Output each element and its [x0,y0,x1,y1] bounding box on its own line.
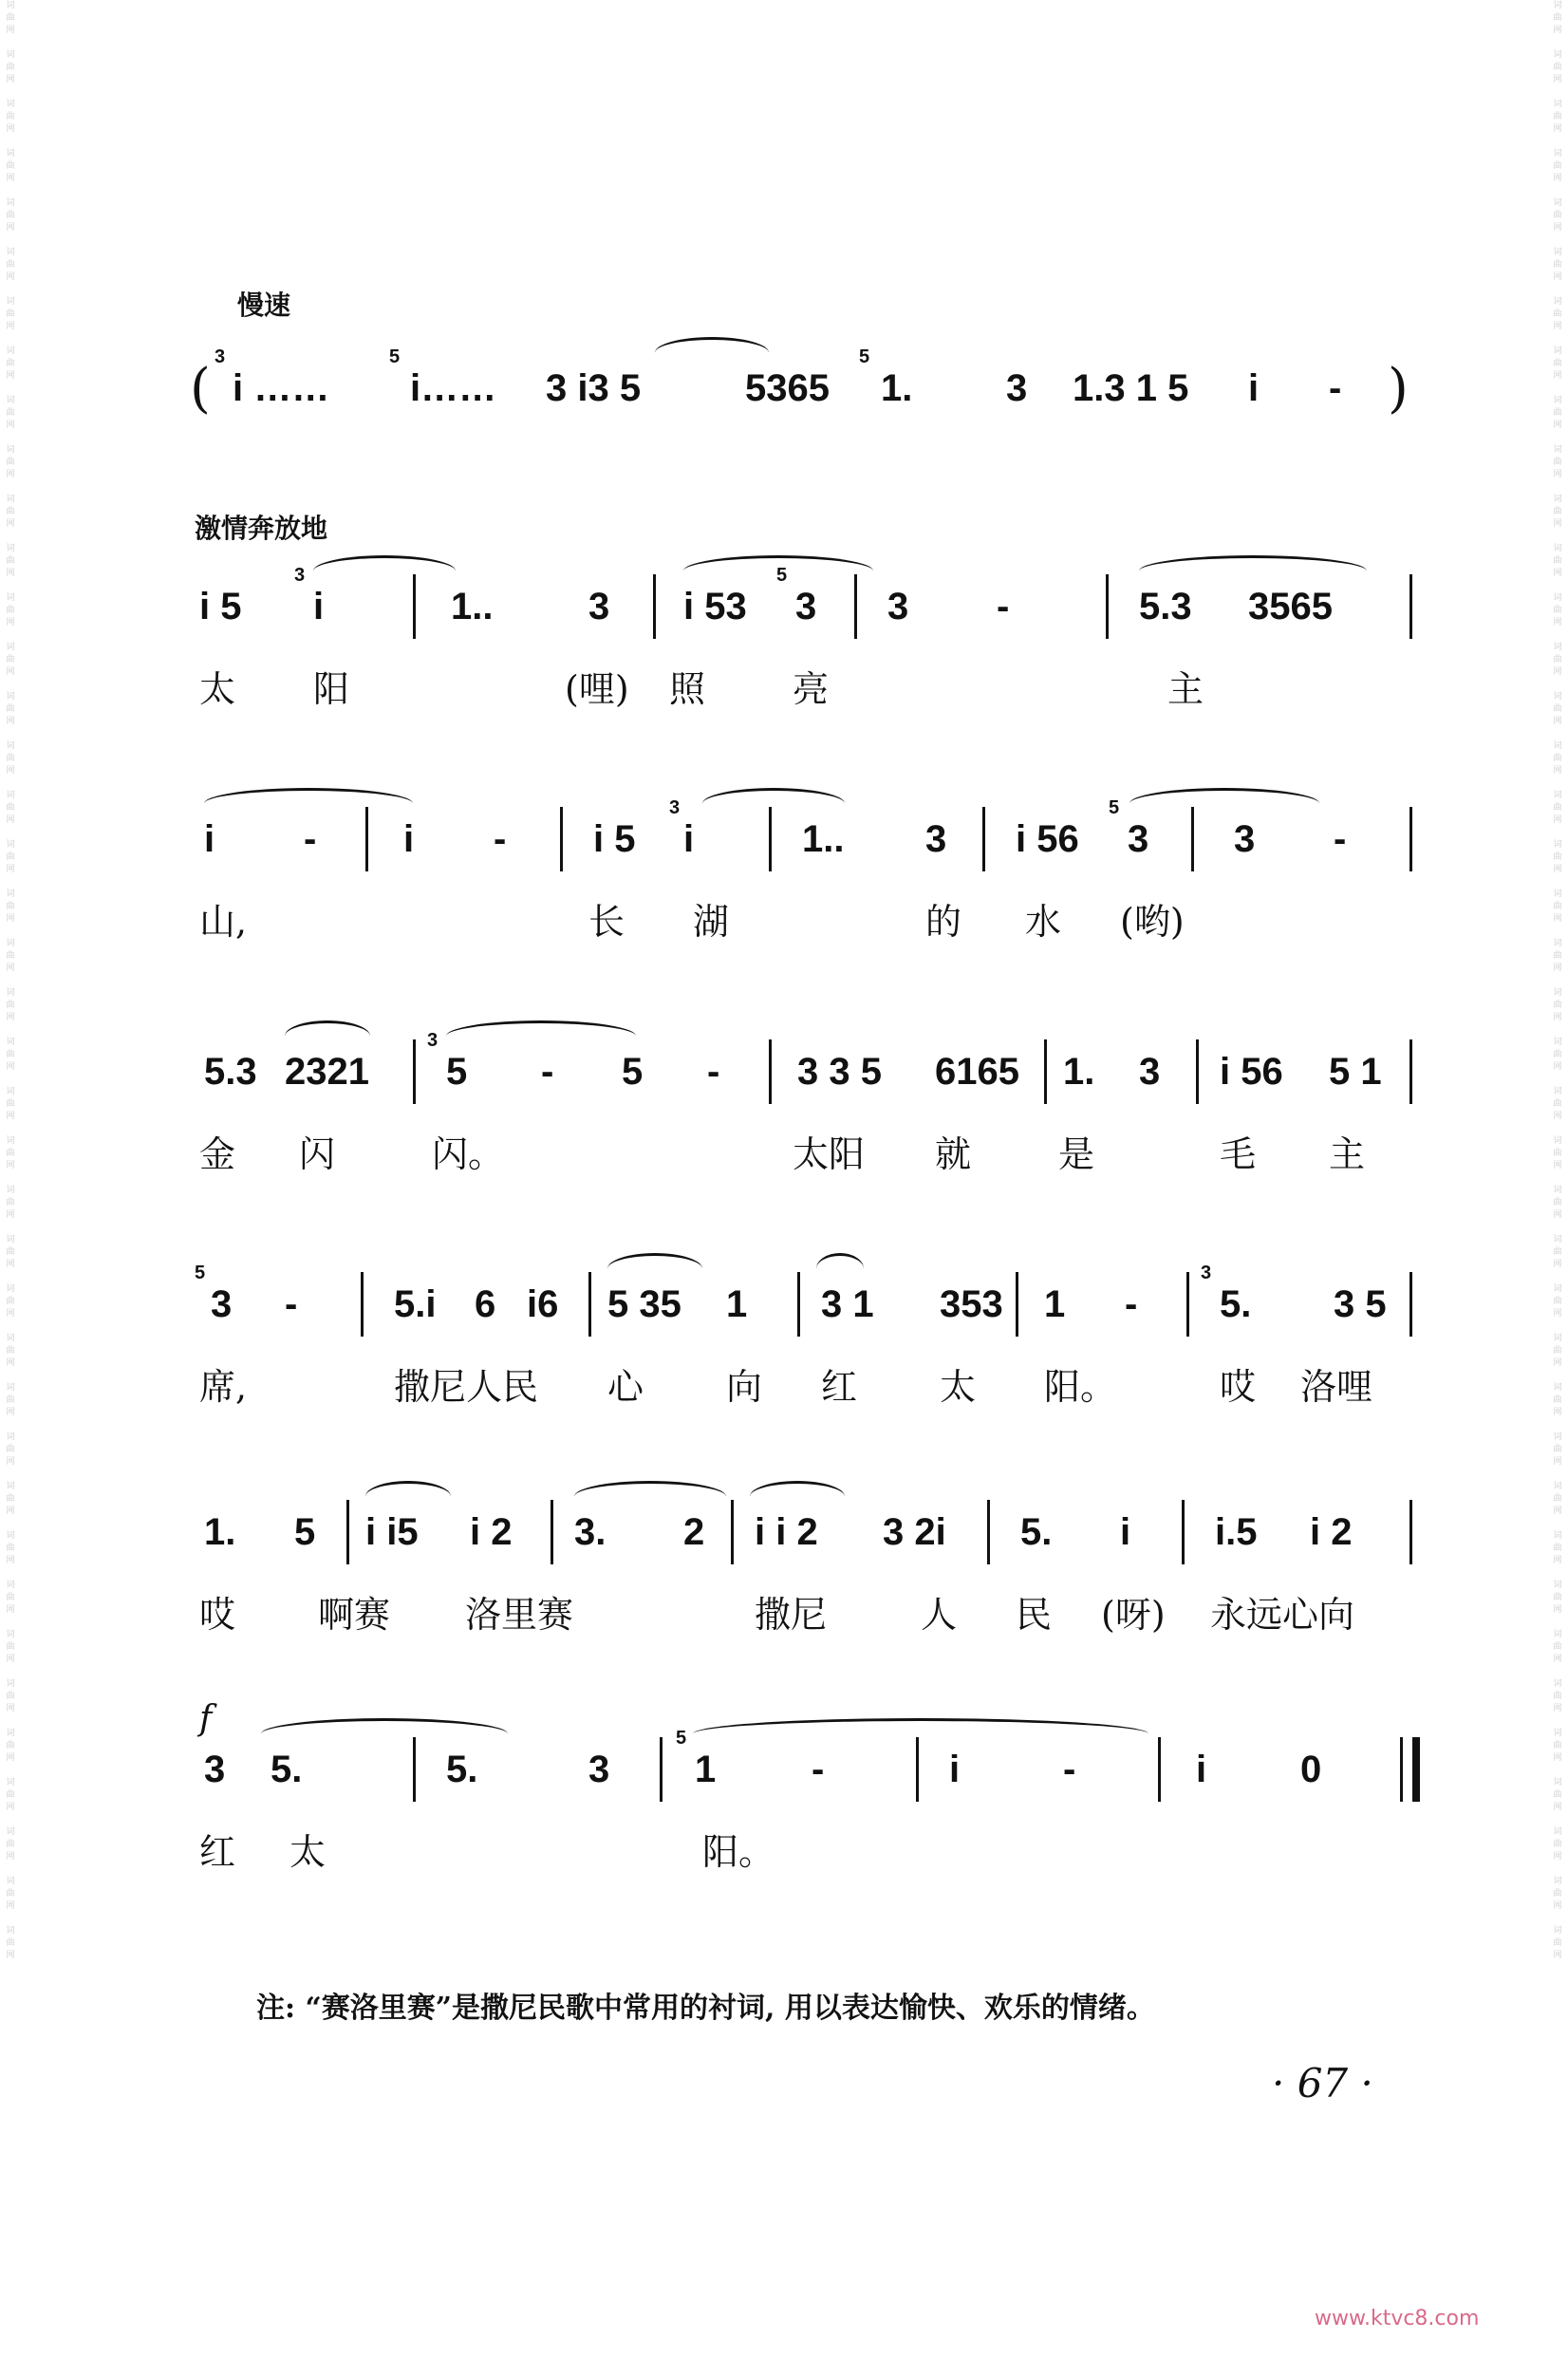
grace-note: 5 [195,1263,206,1283]
notes-row [190,1709,1433,1823]
note: i [1196,1749,1207,1790]
note: 2321 [285,1051,369,1093]
lyric: 啊赛 [318,1594,391,1636]
lyric: 太 [940,1366,977,1408]
open-paren: ( [190,358,211,420]
note: i [403,818,415,860]
grace-note: 5 [859,346,870,367]
barline [1186,1272,1189,1337]
barline [1158,1737,1161,1802]
note: 3 [1006,367,1028,409]
note: 1.. [451,586,494,627]
barline [588,1272,591,1337]
note: 5. [1220,1283,1252,1325]
notes-row [190,1011,1433,1125]
barline [854,574,857,639]
lyric: 太阳 [793,1133,866,1175]
lyric: 民 [1016,1594,1053,1636]
lyric: 洛哩 [1300,1366,1373,1408]
note: 3 [588,586,610,627]
note: - [1063,1749,1076,1790]
lyric: (哟) [1120,901,1185,943]
note: 2 [683,1511,705,1553]
barline [413,574,416,639]
barline [769,807,772,871]
lyric: 闪 [299,1133,336,1175]
note: i 53 [683,586,747,627]
barline [982,807,985,871]
note: 1 [695,1749,717,1790]
lyric: 永远心向 [1210,1594,1355,1636]
note: - [812,1749,825,1790]
note: - [1329,367,1342,409]
note: - [997,586,1010,627]
slur [750,1481,845,1512]
grace-note: 5 [389,346,401,367]
barline [1409,1500,1412,1564]
note: 5. [271,1749,303,1790]
lyric: 阳。 [702,1831,775,1873]
note: 3 5 [1334,1283,1387,1325]
grace-note: 5 [776,565,788,586]
note: - [285,1283,298,1325]
lyric: 是 [1058,1133,1095,1175]
slur [655,337,769,368]
final-barline [1400,1737,1420,1802]
barline [365,807,368,871]
note: 3 2i [883,1511,946,1553]
lyric: 向 [726,1366,763,1408]
note: 1.3 1 5 [1073,367,1189,409]
note: 6165 [935,1051,1019,1093]
note: i 56 [1220,1051,1283,1093]
note: 6 [475,1283,496,1325]
barline [916,1737,919,1802]
notes-row [190,328,1433,441]
website-watermark: www.ktvc8.com [1315,2307,1480,2330]
note: - [541,1051,554,1093]
note: i…… [410,367,497,409]
lyric: 主 [1329,1133,1366,1175]
barline [346,1500,349,1564]
note: i [313,586,325,627]
note: i i5 [365,1511,419,1553]
edge-watermark-right: 词 曲 网 词 曲 网 词 曲 网 词 曲 网 词 曲 网 词 曲 网 词 曲 网 词 曲 网 词 曲 网 词 曲 网 词 曲 网 词 曲 网 词 曲 网 词 曲 网 词 曲 网 词 曲 网 词 曲 网 词 曲 网 词 曲 网 词 曲 网 词 曲 网 词 曲 网 词 曲 网 词 曲 网 词 曲 网 词 曲 网 词 曲 网 词 曲 网 词 曲 网 词 曲 网 词 曲 网 词 曲 网 词 曲 网 词 曲 网 词 曲 网 词 曲 网 词 曲 网 词 曲 网 词 曲 网 词 曲 网 [1553,1,1562,1960]
note: 353 [940,1283,1003,1325]
note: 3 [1128,818,1149,860]
lyric: (哩) [565,668,629,710]
lyric: 红 [821,1366,858,1408]
note: 1. [204,1511,236,1553]
slur [261,1718,508,1750]
note: 3 3 5 [797,1051,882,1093]
note: - [1334,818,1347,860]
note: i 5 [199,586,242,627]
note: 5 [622,1051,644,1093]
lyric: 心 [607,1366,644,1408]
barline [797,1272,800,1337]
note: - [707,1051,720,1093]
grace-note: 5 [676,1728,687,1749]
note: 5 1 [1329,1051,1382,1093]
note: 5 [446,1051,468,1093]
note: 3 [204,1749,226,1790]
note: 3 i3 5 [546,367,642,409]
barline [560,807,563,871]
barline [1196,1039,1199,1104]
note: 3 [211,1283,233,1325]
note: 5.i [394,1283,437,1325]
slur [1129,788,1319,819]
note: 3 [1139,1051,1161,1093]
note: i i 2 [755,1511,818,1553]
notes-row [190,778,1433,892]
lyric: 洛里赛 [465,1594,574,1636]
note: 3 [887,586,909,627]
note: - [1125,1283,1138,1325]
barline [1409,807,1412,871]
lyric: 红 [199,1831,236,1873]
slur [702,788,845,819]
note: 3 [1234,818,1256,860]
lyric: 哎 [1220,1366,1257,1408]
barline [1182,1500,1185,1564]
lyric: 照 [669,668,706,710]
note: i.5 [1215,1511,1258,1553]
barline [413,1737,416,1802]
lyric: 阳。 [1044,1366,1117,1408]
note: i [949,1749,961,1790]
note: 5 [294,1511,316,1553]
note: 3 [795,586,817,627]
note: 1 [1044,1283,1066,1325]
slur [1139,555,1367,587]
grace-note: 3 [1201,1263,1212,1283]
close-paren: ) [1388,358,1409,420]
note: i 56 [1016,818,1079,860]
barline [653,574,656,639]
lyric: 长 [588,901,625,943]
note: 1 [726,1283,748,1325]
slur [285,1020,370,1052]
grace-note: 3 [215,346,226,367]
note: 1. [881,367,913,409]
notes-row [190,1471,1433,1585]
tie [204,788,413,819]
lyric: 山, [199,901,248,943]
lyric: 亮 [793,668,830,710]
note: i [683,818,695,860]
lyric: 水 [1025,901,1062,943]
barline [1106,574,1109,639]
lyric: 金 [199,1133,236,1175]
note: - [494,818,507,860]
barline [551,1500,553,1564]
notes-row [190,1244,1433,1357]
lyric: 的 [925,901,962,943]
lyric: 主 [1167,668,1204,710]
barline [660,1737,663,1802]
lyric: (呀) [1101,1594,1166,1636]
slur [313,555,456,587]
note: i6 [527,1283,559,1325]
grace-note: 5 [1109,797,1120,818]
lyric: 太 [199,668,236,710]
barline [413,1039,416,1104]
barline [1191,807,1194,871]
tie [574,1481,726,1512]
note: 3565 [1248,586,1333,627]
note: i [204,818,215,860]
note: 5. [1020,1511,1053,1553]
barline [1409,1272,1412,1337]
barline [731,1500,734,1564]
lyric: 人 [921,1594,958,1636]
lyric: 就 [935,1133,972,1175]
lyric: 哎 [199,1594,236,1636]
note: 3 [925,818,947,860]
note: 3 [588,1749,610,1790]
barline [361,1272,364,1337]
note: i 2 [470,1511,513,1553]
barline [987,1500,990,1564]
barline [1016,1272,1018,1337]
lyric: 湖 [693,901,730,943]
lyric: 席, [199,1366,248,1408]
lyric: 撒尼 [755,1594,828,1636]
grace-note: 3 [294,565,306,586]
slur [816,1253,864,1284]
barline [1409,574,1412,639]
barline [769,1039,772,1104]
note: 3. [574,1511,607,1553]
note: i …… [233,367,330,409]
barline [1409,1039,1412,1104]
tie [446,1020,636,1052]
edge-watermark-left: 词 曲 网 词 曲 网 词 曲 网 词 曲 网 词 曲 网 词 曲 网 词 曲 网 词 曲 网 词 曲 网 词 曲 网 词 曲 网 词 曲 网 词 曲 网 词 曲 网 词 曲 网 词 曲 网 词 曲 网 词 曲 网 词 曲 网 词 曲 网 词 曲 网 词 曲 网 词 曲 网 词 曲 网 词 曲 网 词 曲 网 词 曲 网 词 曲 网 词 曲 网 词 曲 网 词 曲 网 词 曲 网 词 曲 网 词 曲 网 词 曲 网 词 曲 网 词 曲 网 词 曲 网 词 曲 网 词 曲 网 [6,1,15,1960]
slur [607,1253,702,1284]
note: 1. [1063,1051,1095,1093]
note: i [1120,1511,1131,1553]
footnote: 注: “赛洛里赛”是撒尼民歌中常用的衬词, 用以表达愉快、欢乐的情绪。 [256,1992,1155,2025]
lyric: 闪。 [432,1133,505,1175]
note: 5.3 [1139,586,1192,627]
grace-note: 3 [669,797,681,818]
page-number: · 67 · [1272,2060,1373,2106]
lyric: 撒尼人民 [394,1366,539,1408]
grace-note: 3 [427,1030,439,1051]
note: 1.. [802,818,845,860]
note: 5365 [745,367,830,409]
note: i [1248,367,1260,409]
note: i 5 [593,818,636,860]
note: 5.3 [204,1051,257,1093]
note: 5 35 [607,1283,681,1325]
note: - [304,818,317,860]
note: 3 1 [821,1283,874,1325]
slur [365,1481,451,1512]
note: i 2 [1310,1511,1353,1553]
tempo-marking-passionate: 激情奔放地 [195,513,328,544]
lyric: 毛 [1220,1133,1257,1175]
dynamic-forte: f [199,1699,213,1738]
lyric: 太 [289,1831,327,1873]
tempo-marking-slow: 慢速 [237,290,291,321]
notes-row [190,546,1433,660]
lyric: 阳 [313,668,350,710]
note: 5. [446,1749,478,1790]
tie [693,1718,1148,1750]
barline [1044,1039,1047,1104]
note: 0 [1300,1749,1322,1790]
